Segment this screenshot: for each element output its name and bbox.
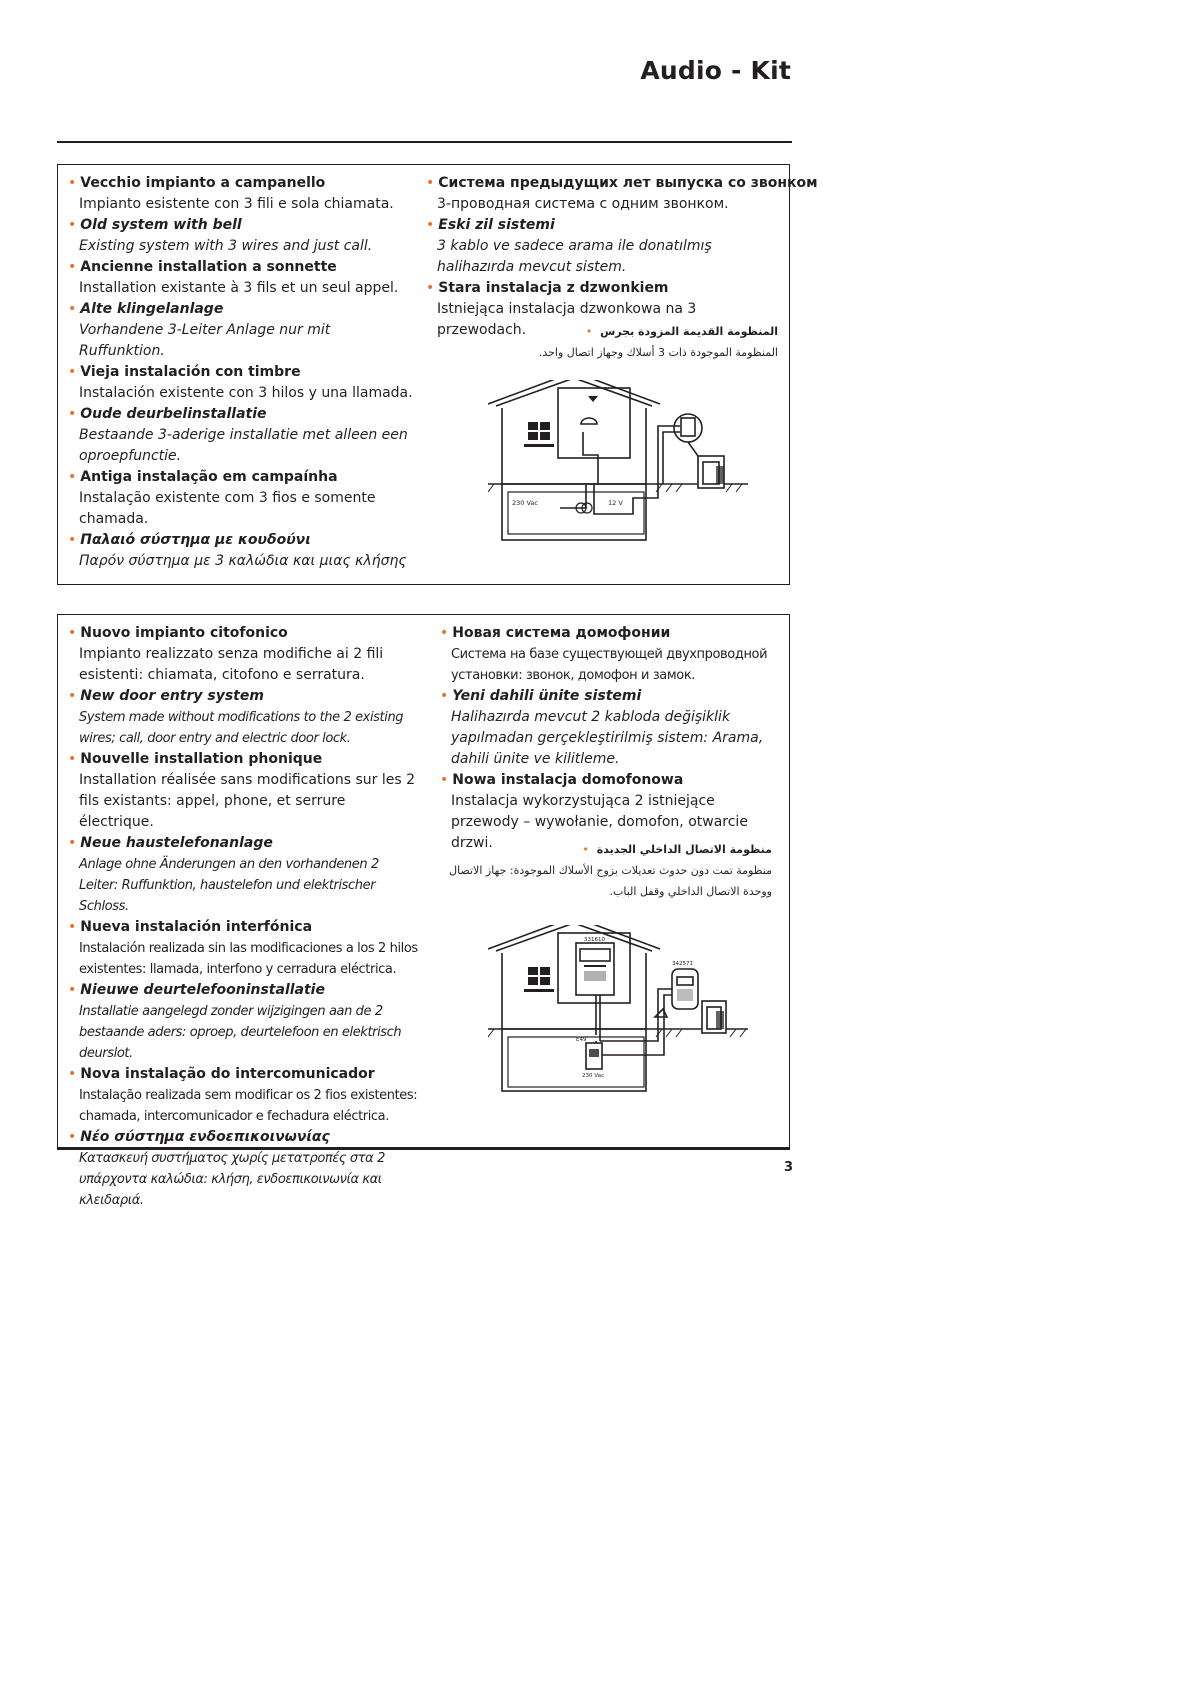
- entry-heading: [440, 770, 780, 791]
- bullet-icon: •: [68, 982, 77, 998]
- label-indoor-unit: 331610: [584, 937, 605, 943]
- entry-heading-text: Neue haustelefonanlage: [80, 835, 273, 851]
- entry-body: Existing system with 3 wires and just call.: [79, 238, 373, 254]
- language-entry: [68, 917, 418, 980]
- entry-heading: [440, 623, 780, 644]
- entry-body: Anlage ohne Änderungen an den vorhandenen 2 Leiter: Ruffunktion, haustelefon und elektrischer Schloss.: [79, 857, 379, 914]
- bullet-icon: •: [440, 688, 449, 704]
- language-entry: [68, 299, 413, 362]
- section-new-system: [57, 614, 790, 1208]
- entry-heading: [68, 749, 418, 770]
- entry-heading: [68, 173, 413, 194]
- entry-heading: [68, 362, 413, 383]
- section-old-system: [57, 164, 818, 585]
- bullet-icon: •: [68, 532, 77, 548]
- entry-body: Instalación realizada sin las modificaciones a los 2 hilos existentes: llamada, interfono y cerradura eléctrica.: [79, 941, 418, 977]
- entry-heading: [68, 686, 418, 707]
- entry-heading-text: Νέο σύστημα ενδοεπικοινωνίας: [80, 1129, 330, 1145]
- entry-body: Installatie aangelegd zonder wijzigingen aan de 2 bestaande aders: oproep, deurtelefoon en elektrisch deurslot.: [79, 1004, 402, 1061]
- section2-arabic-entry: منظومة الاتصال الداخلي الجديدة • منظومة تمت دون حدوث تعديلات بزوج الأسلاك الموجودة: جهاز الاتصال ووحدة الاتصال الداخلي وقفل الباب.: [430, 839, 772, 902]
- bullet-icon: •: [440, 625, 449, 641]
- entry-heading-text: Nowa instalacja domofonowa: [452, 772, 684, 788]
- bullet-icon: •: [68, 835, 77, 851]
- arabic-body: المنظومة الموجودة ذات 3 أسلاك وجهاز اتصال واحد.: [538, 346, 778, 359]
- entry-heading: [68, 980, 418, 1001]
- entry-heading-text: Alte klingelanlage: [80, 301, 224, 317]
- entry-heading: [68, 257, 413, 278]
- language-entry: [426, 215, 786, 278]
- entry-heading-text: Nueva instalación interfónica: [80, 919, 313, 935]
- language-entry: [68, 467, 413, 530]
- page-title: Audio - Kit: [640, 56, 791, 85]
- entry-heading-text: Stara instalacja z dzwonkiem: [438, 280, 669, 296]
- language-entry: [68, 215, 413, 257]
- entry-body: Halihazırda mevcut 2 kabloda değişiklik yapılmadan gerçekleştirilmiş sistem: Arama, dahili ünite ve kilitleme.: [451, 709, 764, 767]
- section2-left-column: [68, 623, 418, 1211]
- bullet-icon: •: [68, 1129, 77, 1145]
- entry-heading-text: Система предыдущих лет выпуска со звонком: [438, 175, 818, 191]
- bullet-icon: •: [68, 175, 77, 191]
- entry-heading: [426, 173, 818, 194]
- entry-heading: [68, 1127, 418, 1148]
- entry-heading-text: Nova instalação do intercomunicador: [80, 1066, 375, 1082]
- entry-body: Κατασκευή συστήματος χωρίς μετατροπές στα 2 υπάρχοντα καλώδια: κλήση, ενδοεπικοινωνία και κλειδαριά.: [79, 1151, 385, 1208]
- arabic-heading: المنظومة القديمة المزودة بجرس: [600, 325, 778, 338]
- entry-heading-text: Nieuwe deurtelefooninstallatie: [80, 982, 325, 998]
- entry-heading-text: Eski zil sistemi: [438, 217, 555, 233]
- bullet-icon: •: [68, 217, 77, 233]
- bullet-icon: •: [68, 259, 77, 275]
- language-entry: [68, 623, 418, 686]
- section1-arabic-entry: المنظومة القديمة المزودة بجرس • المنظومة الموجودة ذات 3 أسلاك وجهاز اتصال واحد.: [426, 321, 778, 363]
- bullet-icon: •: [68, 625, 77, 641]
- new-system-house-diagram: [488, 925, 788, 1140]
- bullet-icon: •: [68, 688, 77, 704]
- bullet-icon: •: [68, 919, 77, 935]
- entry-heading: [68, 833, 418, 854]
- entry-body: Система на базе существующей двухпроводной установки: звонок, домофон и замок.: [451, 647, 768, 683]
- entry-body: Istniejąca instalacja dzwonkowa na 3 przewodach.: [437, 301, 697, 338]
- entry-body: Vorhandene 3-Leiter Anlage nur mit Ruffunktion.: [79, 322, 331, 359]
- entry-body: System made without modifications to the 2 existing wires; call, door entry and electric door lock.: [79, 710, 404, 746]
- entry-heading-text: Antiga instalação em campaínha: [80, 469, 338, 485]
- entry-body: Instalação existente com 3 fios e somente chamada.: [79, 490, 376, 527]
- language-entry: [68, 833, 418, 917]
- entry-body: Impianto esistente con 3 fili e sola chiamata.: [79, 196, 394, 212]
- entry-heading: [68, 215, 413, 236]
- entry-body: 3-проводная система с одним звонком.: [437, 196, 729, 212]
- language-entry: [68, 980, 418, 1064]
- language-entry: [68, 749, 418, 833]
- entry-heading-text: Новая система домофонии: [452, 625, 671, 641]
- entry-heading-text: Nuovo impianto citofonico: [80, 625, 288, 641]
- section1-right-column: [426, 173, 818, 341]
- header-rule: [57, 141, 792, 143]
- language-entry: [440, 623, 780, 686]
- entry-heading-text: Vecchio impianto a campanello: [80, 175, 326, 191]
- language-entry: [68, 257, 413, 299]
- entry-heading-text: Old system with bell: [80, 217, 242, 233]
- entry-body: Installation réalisée sans modifications sur les 2 fils existants: appel, phone, et serrure électrique.: [79, 772, 416, 830]
- bullet-icon: •: [68, 1066, 77, 1082]
- bullet-icon: •: [426, 175, 435, 191]
- bullet-icon: •: [426, 280, 435, 296]
- entry-body: Instalacja wykorzystująca 2 istniejące przewody – wywołanie, domofon, otwarcie drzwi.: [451, 793, 748, 851]
- entry-body: 3 kablo ve sadece arama ile donatılmış halihazırda mevcut sistem.: [437, 238, 712, 275]
- section1-left-column: [68, 173, 413, 572]
- language-entry: [68, 530, 413, 572]
- bullet-icon: •: [68, 364, 77, 380]
- entry-heading-text: Παλαιό σύστημα με κουδούνι: [80, 532, 311, 548]
- entry-heading-text: Nouvelle installation phonique: [80, 751, 323, 767]
- label-supply: E49: [576, 1037, 587, 1043]
- entry-heading: [68, 299, 413, 320]
- entry-heading: [68, 917, 418, 938]
- bullet-icon: •: [426, 217, 435, 233]
- language-entry: [68, 1127, 418, 1211]
- label-outdoor-unit: 342571: [672, 961, 693, 967]
- entry-body: Impianto realizzato senza modifiche ai 2 fili esistenti: chiamata, citofono e serratura.: [79, 646, 384, 683]
- old-system-house-diagram: [488, 380, 788, 580]
- entry-heading-text: Oude deurbelinstallatie: [80, 406, 267, 422]
- language-entry: [68, 404, 413, 467]
- entry-heading: [426, 215, 786, 236]
- arabic-body: منظومة تمت دون حدوث تعديلات بزوج الأسلاك الموجودة: جهاز الاتصال ووحدة الاتصال الداخلي وقفل الباب.: [449, 864, 772, 898]
- entry-body: Παρόν σύστημα με 3 καλώδια και μιας κλήσης: [79, 553, 407, 569]
- arabic-heading: منظومة الاتصال الداخلي الجديدة: [596, 843, 772, 856]
- entry-heading: [68, 404, 413, 425]
- language-entry: [440, 686, 780, 770]
- entry-body: Bestaande 3-aderige installatie met alleen een oproepfunctie.: [79, 427, 408, 464]
- label-230vac: 230 Vac: [582, 1073, 604, 1079]
- entry-heading-text: Vieja instalación con timbre: [80, 364, 301, 380]
- bullet-icon: •: [68, 469, 77, 485]
- page-number: 3: [783, 1160, 793, 1175]
- entry-heading: [68, 1064, 418, 1085]
- entry-heading: [440, 686, 780, 707]
- language-entry: [68, 1064, 418, 1127]
- entry-heading: [426, 278, 786, 299]
- bullet-icon: •: [68, 406, 77, 422]
- entry-body: Instalación existente con 3 hilos y una llamada.: [79, 385, 413, 401]
- entry-body: Installation existante à 3 fils et un seul appel.: [79, 280, 399, 296]
- language-entry: [68, 362, 413, 404]
- entry-heading-text: Yeni dahili ünite sistemi: [452, 688, 642, 704]
- section2-right-column: [440, 623, 780, 854]
- entry-heading-text: Ancienne installation a sonnette: [80, 259, 337, 275]
- bullet-icon: •: [68, 751, 77, 767]
- entry-heading: [68, 623, 418, 644]
- entry-body: Instalação realizada sem modificar os 2 fios existentes: chamada, intercomunicador e fechadura eléctrica.: [79, 1088, 418, 1124]
- language-entry: [68, 686, 418, 749]
- bullet-icon: •: [440, 772, 449, 788]
- entry-heading-text: New door entry system: [80, 688, 264, 704]
- bullet-icon: •: [68, 301, 77, 317]
- entry-heading: [68, 530, 413, 551]
- entry-heading: [68, 467, 413, 488]
- language-entry: [68, 173, 413, 215]
- label-12v: 12 V: [608, 499, 623, 507]
- language-entry: [426, 173, 818, 215]
- label-230vac: 230 Vac: [512, 499, 538, 507]
